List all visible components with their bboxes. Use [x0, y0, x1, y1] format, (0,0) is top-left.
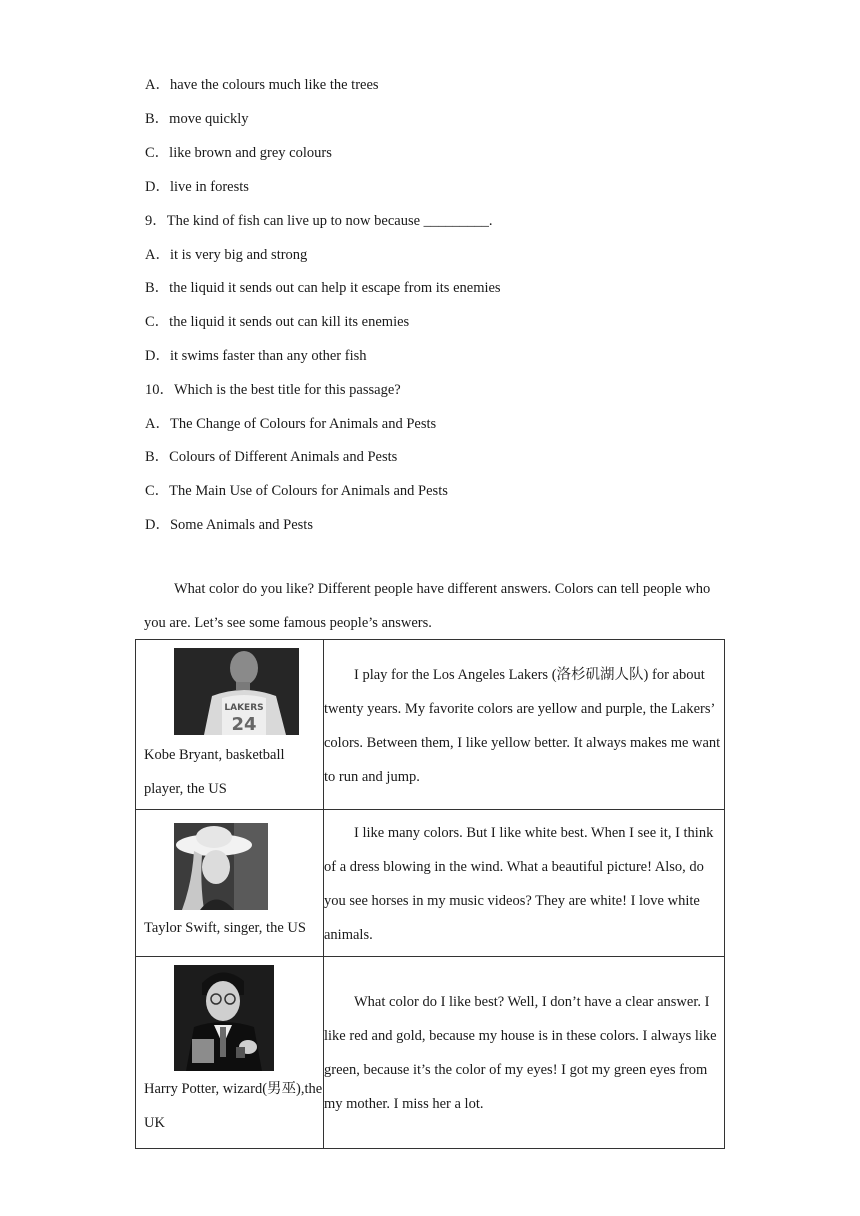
- person-quote: What color do I like best? Well, I don’t have a clear answer. I like red and gold, because my house is in these colors. I always like green, because it’s the color of my eyes! I got my green eyes from my mother. I miss her a lot.: [324, 994, 717, 1112]
- person-quote: I play for the Los Angeles Lakers (洛杉矶湖人队) for about twenty years. My favorite colors are yellow and purple, the Lakers’ colors. Between them, I like yellow better. It always makes me want to run and jump.: [324, 667, 721, 785]
- option-d: D．live in forests: [145, 179, 249, 195]
- jersey-number: 24: [231, 714, 257, 735]
- harry-potter-image: [174, 965, 274, 1071]
- person-name: Taylor Swift, singer, the US: [144, 920, 306, 936]
- taylor-swift-photo: [174, 823, 268, 910]
- harry-potter-photo: [174, 965, 274, 1071]
- taylor-swift-image: [174, 823, 268, 910]
- quote-cell: [324, 810, 725, 957]
- option-a: A．The Change of Colours for Animals and Pests: [145, 416, 437, 432]
- option-c: C．The Main Use of Colours for Animals and Pests: [145, 483, 448, 499]
- option-b: B．the liquid it sends out can help it escape from its enemies: [145, 280, 501, 296]
- option-b: B．Colours of Different Animals and Pests: [145, 449, 398, 465]
- table-row: [136, 957, 725, 1149]
- person-cell: [136, 957, 324, 1149]
- famous-people-table: [135, 639, 725, 1149]
- person-name: Harry Potter, wizard(男巫),the UK: [144, 1081, 323, 1131]
- option-c: C．the liquid it sends out can kill its enemies: [145, 314, 410, 330]
- option-d: D．it swims faster than any other fish: [145, 348, 367, 364]
- option-d: D．Some Animals and Pests: [145, 517, 313, 533]
- option-a: A．have the colours much like the trees: [145, 77, 379, 93]
- intro-paragraph: What color do you like? Different people have different answers. Colors can tell people who you are. Let’s see some famous people’s answers.: [144, 581, 711, 631]
- table-row: [136, 640, 725, 810]
- quote-cell: [324, 957, 725, 1149]
- quote-cell: [324, 640, 725, 810]
- question-10: 10．Which is the best title for this passage?: [145, 382, 401, 398]
- person-name: Kobe Bryant, basketball player, the US: [144, 747, 285, 797]
- person-cell: [136, 810, 324, 957]
- kobe-bryant-image: [174, 648, 299, 735]
- question-9: 9．The kind of fish can live up to now because _________.: [145, 213, 493, 229]
- person-quote: I like many colors. But I like white best. When I see it, I think of a dress blowing in the wind. What a beautiful picture! Also, do you see horses in my music videos? They are white! I love white animals.: [324, 825, 714, 943]
- option-b: B．move quickly: [145, 111, 249, 127]
- kobe-bryant-photo: [174, 648, 299, 735]
- jersey-lettering: LAKERS: [224, 703, 264, 713]
- table-row: [136, 810, 725, 957]
- option-c: C．like brown and grey colours: [145, 145, 332, 161]
- option-a: A．it is very big and strong: [145, 247, 308, 263]
- person-cell: [136, 640, 324, 810]
